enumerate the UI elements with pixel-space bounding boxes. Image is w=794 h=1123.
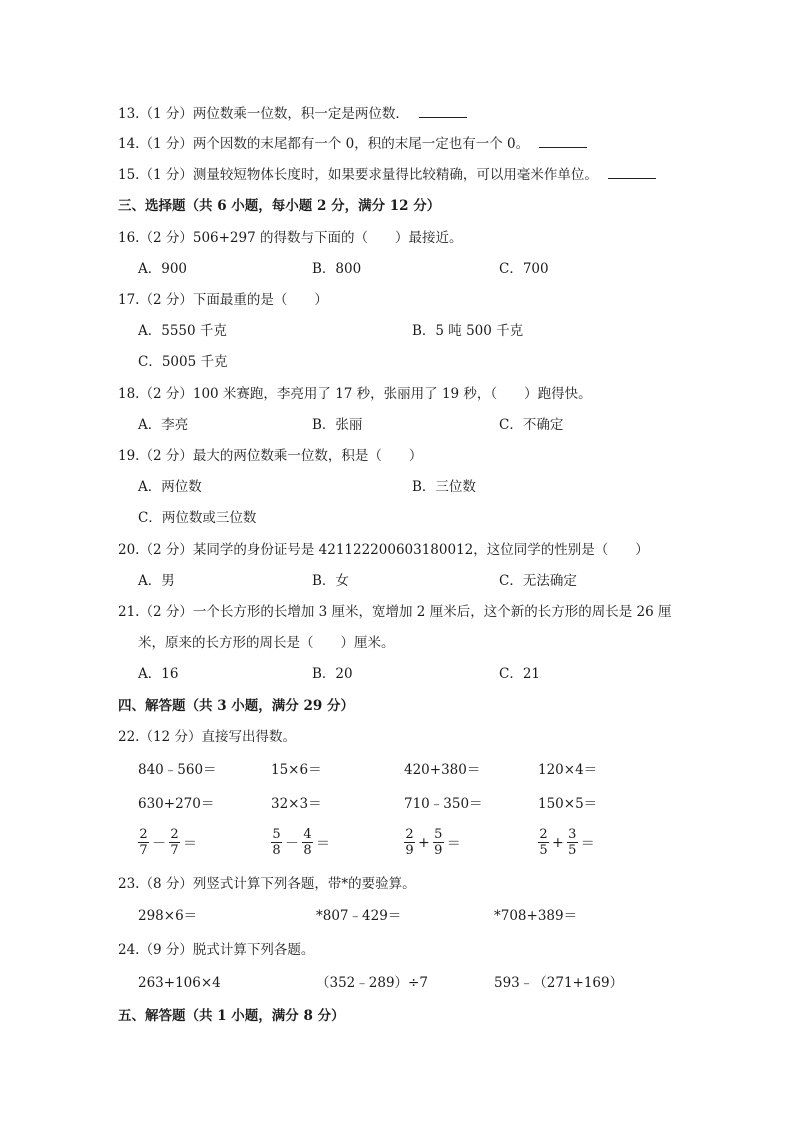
option-17-a: A．5550 千克 xyxy=(138,323,227,339)
section-4-heading: 四、解答题（共 3 小题，满分 29 分） xyxy=(118,698,354,714)
question-22: 22.（12 分）直接写出得数。 xyxy=(118,729,296,745)
equals-sign: ＝ xyxy=(446,835,461,852)
equals-sign: ＝ xyxy=(316,835,330,852)
question-21-line-1: 21.（2 分）一个长方形的长增加 3 厘米，宽增加 2 厘米后，这个新的长方形的周长是 26 厘 xyxy=(118,604,672,620)
calc-22-r1-c2: 15×6＝ xyxy=(271,762,322,778)
option-20-b: B．女 xyxy=(312,573,349,589)
fraction: $\frac{2}{5}$ xyxy=(539,827,548,858)
operator: － xyxy=(152,835,166,852)
option-16-b: B．800 xyxy=(312,261,362,277)
option-20-c: C．无法确定 xyxy=(499,573,577,589)
fraction-expr-2 xyxy=(271,827,333,858)
option-21-a: A．16 xyxy=(138,666,179,682)
calc-22-r2-c3: 710﹣350＝ xyxy=(404,796,483,812)
operator: + xyxy=(552,834,564,851)
equals-sign: ＝ xyxy=(580,835,595,852)
option-18-c: C．不确定 xyxy=(499,417,564,433)
option-16-a: A．900 xyxy=(138,261,188,277)
question-24: 24.（9 分）脱式计算下列各题。 xyxy=(118,942,315,958)
question-13-text: 13.（1 分）两位数乘一位数，积一定是两位数． xyxy=(118,106,409,122)
calc-22-r2-c2: 32×3＝ xyxy=(271,796,322,812)
question-23: 23.（8 分）列竖式计算下列各题，带*的要验算。 xyxy=(118,876,416,892)
fraction: $\frac{3}{5}$ xyxy=(568,827,577,858)
option-19-b: B．三位数 xyxy=(412,479,476,495)
fraction: $\frac{2}{7}$ xyxy=(139,827,148,858)
operator: － xyxy=(285,835,299,852)
fraction-expr-3 xyxy=(404,827,464,858)
question-18: 18.（2 分）100 米赛跑，李亮用了 17 秒，张丽用了 19 秒，（ ）跑得快。 xyxy=(118,386,592,402)
calc-22-r1-c1: 840﹣560＝ xyxy=(138,762,217,778)
fraction-expr-1 xyxy=(138,827,200,858)
option-17-c: C．5005 千克 xyxy=(138,354,228,370)
fraction: $\frac{2}{9}$ xyxy=(405,827,414,858)
question-14-text: 14.（1 分）两个因数的末尾都有一个 0，积的末尾一定也有一个 0。 xyxy=(118,136,530,152)
calc-22-r2-c1: 630+270＝ xyxy=(138,796,215,812)
question-21-line-2: 米，原来的长方形的周长是（ ）厘米。 xyxy=(138,635,395,651)
question-16: 16.（2 分）506+297 的得数与下面的（ ）最接近。 xyxy=(118,230,463,246)
answer-blank-13[interactable] xyxy=(419,105,467,118)
option-17-b: B．5 吨 500 千克 xyxy=(412,323,524,339)
option-16-c: C．700 xyxy=(499,261,549,277)
question-17: 17.（2 分）下面最重的是（ ） xyxy=(118,292,328,308)
fraction: $\frac{4}{8}$ xyxy=(303,827,312,858)
calc-22-r1-c3: 420+380＝ xyxy=(404,762,481,778)
equals-sign: ＝ xyxy=(183,835,197,852)
question-15 xyxy=(118,165,656,185)
fraction: $\frac{2}{7}$ xyxy=(170,827,179,858)
question-15-text: 15.（1 分）测量较短物体长度时，如果要求量得比较精确，可以用毫米作单位。 xyxy=(118,167,598,183)
calc-24-c2: （352﹣289）÷7 xyxy=(316,975,428,991)
option-19-a: A．两位数 xyxy=(138,479,202,495)
calc-22-r2-c4: 150×5＝ xyxy=(538,796,598,812)
calc-22-r1-c4: 120×4＝ xyxy=(538,762,598,778)
section-5-heading: 五、解答题（共 1 小题，满分 8 分） xyxy=(118,1008,345,1024)
option-21-b: B．20 xyxy=(312,666,353,682)
calc-23-c1: 298×6＝ xyxy=(138,908,198,924)
option-21-c: C．21 xyxy=(499,666,541,682)
answer-blank-14[interactable] xyxy=(539,135,587,148)
question-13 xyxy=(118,104,467,124)
section-3-heading: 三、选择题（共 6 小题，每小题 2 分，满分 12 分） xyxy=(118,198,441,214)
calc-24-c3: 593﹣（271+169） xyxy=(494,975,624,991)
calc-23-c2: *807﹣429＝ xyxy=(316,908,402,924)
fraction: $\frac{5}{8}$ xyxy=(272,827,281,858)
calc-24-c1: 263+106×4 xyxy=(138,975,221,991)
calc-23-c3: *708+389＝ xyxy=(494,908,578,924)
fraction-expr-4 xyxy=(538,827,598,858)
option-19-c: C．两位数或三位数 xyxy=(138,510,257,526)
question-14 xyxy=(118,134,587,154)
question-20: 20.（2 分）某同学的身份证号是 421122200603180012，这位同学的性别是（ ） xyxy=(118,542,649,558)
option-18-b: B．张丽 xyxy=(312,417,363,433)
answer-blank-15[interactable] xyxy=(608,166,656,179)
option-20-a: A．男 xyxy=(138,573,175,589)
option-18-a: A．李亮 xyxy=(138,417,189,433)
fraction: $\frac{5}{9}$ xyxy=(434,827,443,858)
operator: + xyxy=(418,834,430,851)
question-19: 19.（2 分）最大的两位数乘一位数，积是（ ） xyxy=(118,448,423,464)
